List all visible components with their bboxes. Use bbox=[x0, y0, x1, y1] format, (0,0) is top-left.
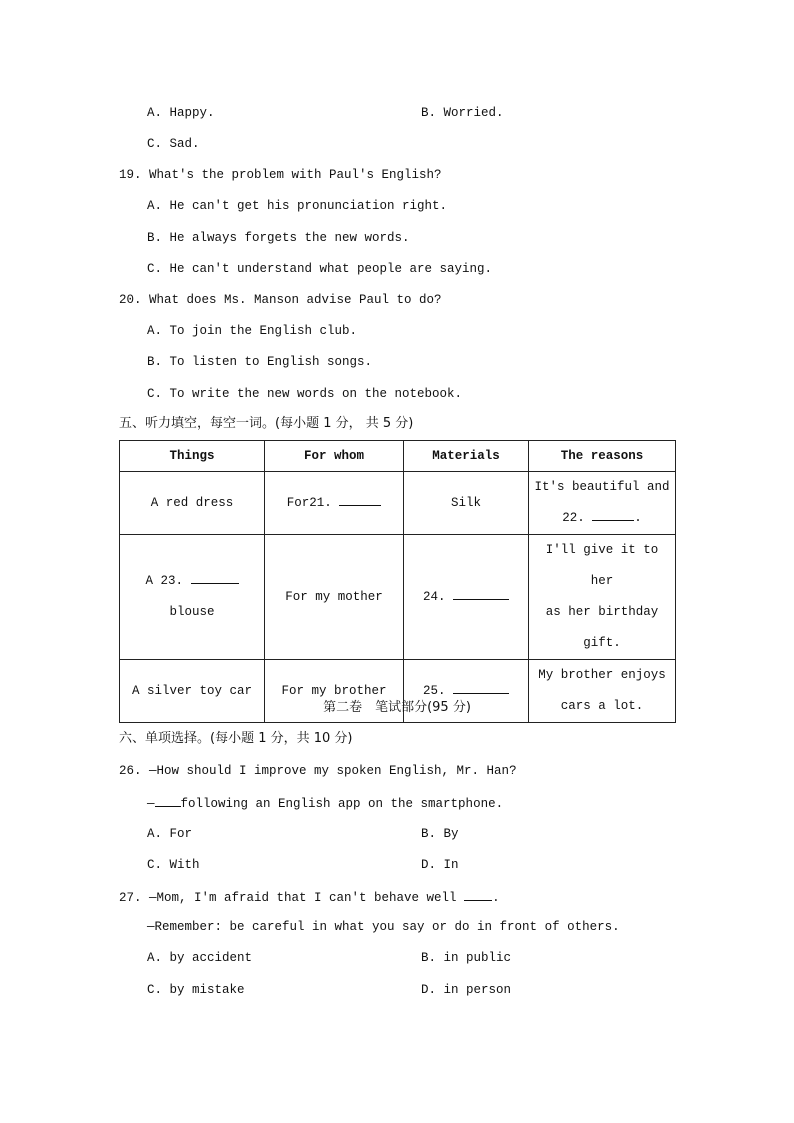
q27-option-c: C. by mistake bbox=[147, 983, 245, 997]
cell-whom: For my brother bbox=[265, 660, 404, 723]
cell-whom bbox=[265, 472, 404, 535]
q26-reply bbox=[147, 794, 503, 812]
q20-option-c: C. To write the new words on the notebook. bbox=[147, 387, 463, 401]
q26-stem: 26. —How should I improve my spoken English, Mr. Han? bbox=[119, 764, 517, 778]
thing-suffix: blouse bbox=[169, 605, 215, 619]
q20-option-b: B. To listen to English songs. bbox=[147, 355, 373, 369]
q19-option-b: B. He always forgets the new words. bbox=[147, 231, 410, 245]
section5-heading: 五、听力填空，每空一词。(每小题 1 分， 共 5 分) bbox=[119, 416, 414, 431]
q19-option-c: C. He can't understand what people are saying. bbox=[147, 262, 493, 276]
listening-fill-table bbox=[119, 440, 676, 723]
q18-option-c: C. Sad. bbox=[147, 137, 200, 151]
reason-period: . bbox=[634, 511, 642, 525]
section6-heading: 六、单项选择。(每小题 1 分，共 10 分) bbox=[119, 731, 353, 746]
q18-option-b: B. Worried. bbox=[421, 106, 504, 120]
reason-line: gift. bbox=[583, 636, 621, 650]
reason-line: My brother enjoys bbox=[538, 668, 666, 682]
blank-21[interactable] bbox=[339, 493, 381, 506]
table-row bbox=[120, 472, 676, 535]
header-reasons: The reasons bbox=[529, 441, 676, 472]
reason-line: It's beautiful and bbox=[534, 480, 670, 494]
q26-option-c: C. With bbox=[147, 858, 200, 872]
q20-stem: 20. What does Ms. Manson advise Paul to do? bbox=[119, 293, 442, 307]
cell-thing bbox=[120, 535, 265, 660]
blank-26[interactable] bbox=[155, 794, 181, 807]
blank-25[interactable] bbox=[453, 681, 509, 694]
header-materials: Materials bbox=[404, 441, 529, 472]
blank-23[interactable] bbox=[191, 571, 239, 584]
cell-thing: A red dress bbox=[120, 472, 265, 535]
part2-heading: 第二卷 笔试部分(95 分) bbox=[323, 700, 471, 715]
q27-stem bbox=[119, 888, 500, 906]
table-row bbox=[120, 535, 676, 660]
blank-25-label: 25. bbox=[422, 683, 446, 698]
blank-22[interactable] bbox=[592, 508, 634, 521]
cell-material bbox=[404, 535, 529, 660]
reason-line bbox=[533, 503, 671, 534]
q27-option-b: B. in public bbox=[421, 951, 512, 965]
header-things: Things bbox=[120, 441, 265, 472]
blank-23-label: A 23. bbox=[145, 574, 183, 588]
cell-material: Silk bbox=[404, 472, 529, 535]
cell-reason bbox=[529, 472, 676, 535]
reply-text: following an English app on the smartphone. bbox=[180, 797, 504, 811]
reason-line: cars a lot. bbox=[560, 699, 644, 713]
q27-stem-text: 27. —Mom, I'm afraid that I can't behave well bbox=[119, 891, 457, 905]
q19-stem: 19. What's the problem with Paul's English? bbox=[119, 168, 442, 182]
q26-option-d: D. In bbox=[421, 858, 459, 872]
blank-21-label: For21. bbox=[286, 495, 332, 510]
blank-24[interactable] bbox=[453, 587, 509, 600]
cell-thing: A silver toy car bbox=[120, 660, 265, 723]
q20-option-a: A. To join the English club. bbox=[147, 324, 358, 338]
q27-stem-period: . bbox=[492, 891, 500, 905]
q18-option-a: A. Happy. bbox=[147, 106, 215, 120]
reason-line: I'll give it to her bbox=[545, 543, 659, 588]
header-for-whom: For whom bbox=[265, 441, 404, 472]
cell-whom: For my mother bbox=[265, 535, 404, 660]
q27-option-d: D. in person bbox=[421, 983, 512, 997]
cell-reason bbox=[529, 535, 676, 660]
blank-22-label: 22. bbox=[562, 511, 585, 525]
reason-line: as her birthday bbox=[545, 605, 659, 619]
blank-27[interactable] bbox=[464, 888, 492, 901]
q27-reply: —Remember: be careful in what you say or do in front of others. bbox=[147, 920, 620, 934]
q26-option-b: B. By bbox=[421, 827, 459, 841]
q19-option-a: A. He can't get his pronunciation right. bbox=[147, 199, 448, 213]
q26-option-a: A. For bbox=[147, 827, 193, 841]
table-header-row bbox=[120, 441, 676, 472]
q27-option-a: A. by accident bbox=[147, 951, 253, 965]
reply-dash: — bbox=[147, 797, 155, 811]
blank-24-label: 24. bbox=[422, 589, 446, 604]
